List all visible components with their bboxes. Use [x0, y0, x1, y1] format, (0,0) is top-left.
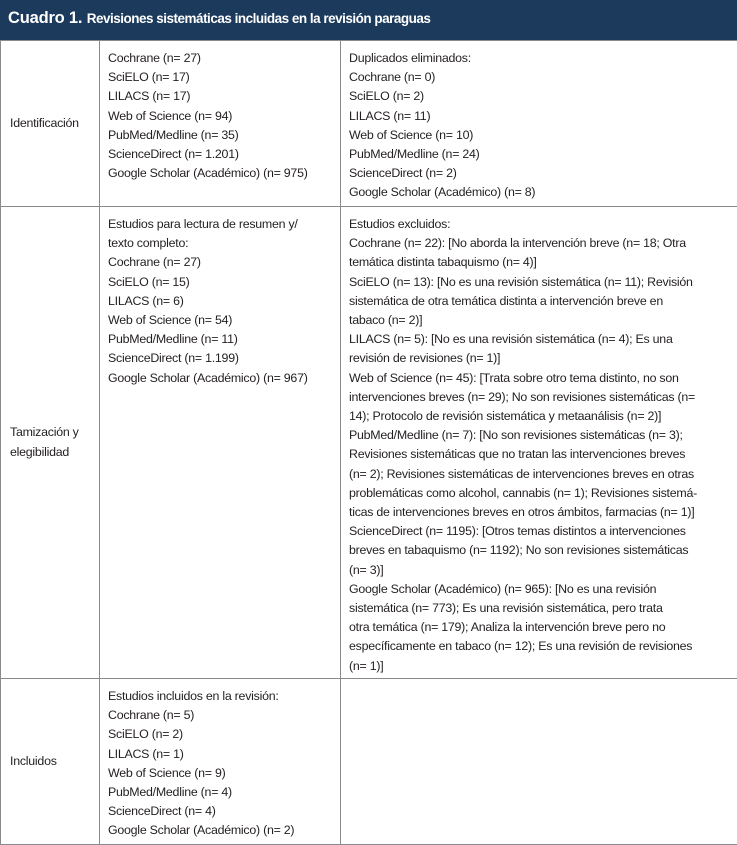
- list-item: ScienceDirect (n= 4): [108, 802, 334, 821]
- list-item: Web of Science (n= 94): [108, 107, 334, 126]
- list-item: Estudios excluidos:: [349, 215, 731, 234]
- list-item: problemáticas como alcohol, cannabis (n= 1); Revisiones sistemá-: [349, 484, 731, 503]
- list-item: PubMed/Medline (n= 11): [108, 330, 334, 349]
- duplicates-cell: [341, 41, 737, 207]
- list-item: Duplicados eliminados:: [349, 49, 731, 68]
- list-item: Google Scholar (Académico) (n= 8): [349, 183, 731, 202]
- list-item: sistemática de otra temática distinta a intervención breve en: [349, 292, 731, 311]
- stage-cell: [1, 207, 100, 679]
- list-item: LILACS (n= 5): [No es una revisión sistemática (n= 4); Es una: [349, 330, 731, 349]
- excluded-cell: [341, 207, 737, 679]
- list-item: SciELO (n= 13): [No es una revisión sistemática (n= 11); Revisión: [349, 273, 731, 292]
- list-item: SciELO (n= 17): [108, 68, 334, 87]
- sources-cell: [100, 207, 341, 679]
- table-caption: [0, 0, 737, 40]
- stage-label: Incluidos: [10, 754, 57, 768]
- table-number: Cuadro 1.: [8, 9, 82, 27]
- list-item: SciELO (n= 2): [108, 725, 334, 744]
- empty-cell: [341, 679, 737, 845]
- stage-label: elegibilidad: [10, 443, 93, 462]
- list-item: Google Scholar (Académico) (n= 2): [108, 821, 334, 840]
- list-item: PubMed/Medline (n= 35): [108, 126, 334, 145]
- list-item: Cochrane (n= 27): [108, 49, 334, 68]
- list-item: Estudios para lectura de resumen y/: [108, 215, 334, 234]
- list-item: PubMed/Medline (n= 4): [108, 783, 334, 802]
- table-title: Revisiones sistemáticas incluidas en la revisión paraguas: [87, 11, 431, 26]
- list-item: Cochrane (n= 5): [108, 706, 334, 725]
- sources-cell: [100, 41, 341, 207]
- list-item: ScienceDirect (n= 1195): [Otros temas distintos a intervenciones: [349, 522, 731, 541]
- list-item: LILACS (n= 6): [108, 292, 334, 311]
- list-item: PubMed/Medline (n= 24): [349, 145, 731, 164]
- table-row-identificacion: [1, 41, 737, 207]
- list-item: SciELO (n= 15): [108, 273, 334, 292]
- list-item: (n= 1)]: [349, 657, 731, 676]
- list-item: temática distinta tabaquismo (n= 4)]: [349, 253, 731, 272]
- list-item: texto completo:: [108, 234, 334, 253]
- list-item: Web of Science (n= 9): [108, 764, 334, 783]
- list-item: PubMed/Medline (n= 7): [No son revisiones sistemáticas (n= 3);: [349, 426, 731, 445]
- list-item: ScienceDirect (n= 1.201): [108, 145, 334, 164]
- list-item: LILACS (n= 17): [108, 87, 334, 106]
- list-item: intervenciones breves (n= 29); No son revisiones sistemáticas (n=: [349, 388, 731, 407]
- review-table: [0, 40, 737, 845]
- list-item: revisión de revisiones (n= 1)]: [349, 349, 731, 368]
- list-item: Web of Science (n= 54): [108, 311, 334, 330]
- list-item: Cochrane (n= 27): [108, 253, 334, 272]
- stage-label: Tamización y: [10, 423, 93, 442]
- list-item: breves en tabaquismo (n= 1192); No son revisiones sistemáticas: [349, 541, 731, 560]
- list-item: (n= 2); Revisiones sistemáticas de intervenciones breves en otras: [349, 465, 731, 484]
- list-item: ScienceDirect (n= 1.199): [108, 349, 334, 368]
- list-item: Cochrane (n= 0): [349, 68, 731, 87]
- table-row-incluidos: [1, 679, 737, 845]
- list-item: 14); Protocolo de revisión sistemática y metaanálisis (n= 2)]: [349, 407, 731, 426]
- list-item: Cochrane (n= 22): [No aborda la intervención breve (n= 18; Otra: [349, 234, 731, 253]
- list-item: SciELO (n= 2): [349, 87, 731, 106]
- list-item: Google Scholar (Académico) (n= 967): [108, 369, 334, 388]
- list-item: Google Scholar (Académico) (n= 975): [108, 164, 334, 183]
- list-item: LILACS (n= 11): [349, 107, 731, 126]
- stage-cell: [1, 41, 100, 207]
- list-item: (n= 3)]: [349, 561, 731, 580]
- list-item: Web of Science (n= 45): [Trata sobre otro tema distinto, no son: [349, 369, 731, 388]
- list-item: Web of Science (n= 10): [349, 126, 731, 145]
- stage-cell: [1, 679, 100, 845]
- list-item: LILACS (n= 1): [108, 745, 334, 764]
- list-item: específicamente en tabaco (n= 12); Es una revisión de revisiones: [349, 637, 731, 656]
- table-row-tamizacion: [1, 207, 737, 679]
- list-item: Revisiones sistemáticas que no tratan las intervenciones breves: [349, 445, 731, 464]
- list-item: ScienceDirect (n= 2): [349, 164, 731, 183]
- list-item: sistemática (n= 773); Es una revisión sistemática, pero trata: [349, 599, 731, 618]
- list-item: Estudios incluidos en la revisión:: [108, 687, 334, 706]
- sources-cell: [100, 679, 341, 845]
- list-item: ticas de intervenciones breves en otros ámbitos, farmacias (n= 1)]: [349, 503, 731, 522]
- list-item: Google Scholar (Académico) (n= 965): [No es una revisión: [349, 580, 731, 599]
- list-item: otra temática (n= 179); Analiza la intervención breve pero no: [349, 618, 731, 637]
- stage-label: Identificación: [10, 116, 79, 130]
- list-item: tabaco (n= 2)]: [349, 311, 731, 330]
